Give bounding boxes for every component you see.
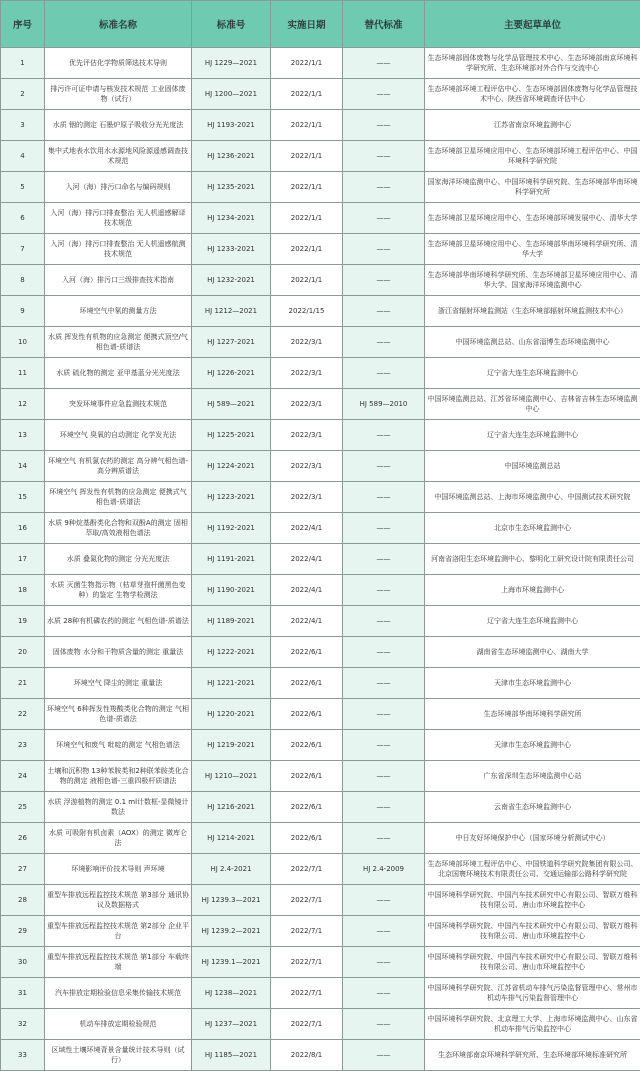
cell-std: HJ 1221-2021 — [192, 668, 271, 699]
cell-org: 生态环境部华南环境科学研究所 — [425, 699, 640, 730]
cell-replace: —— — [343, 575, 425, 606]
table-row — [1, 854, 640, 885]
cell-no: 10 — [1, 327, 45, 358]
cell-replace: —— — [343, 668, 425, 699]
table-row — [1, 978, 640, 1009]
cell-date: 2022/6/1 — [271, 761, 343, 792]
cell-replace: —— — [343, 761, 425, 792]
table-row — [1, 110, 640, 141]
cell-no: 30 — [1, 947, 45, 978]
cell-org: 生态环境部南京环境科学研究所、生态环境部环境标准研究所 — [425, 1040, 640, 1071]
header-no: 序号 — [1, 1, 45, 48]
header-date: 实施日期 — [271, 1, 343, 48]
cell-replace: —— — [343, 451, 425, 482]
cell-std: HJ 1239.1—2021 — [192, 947, 271, 978]
cell-std: HJ 1224-2021 — [192, 451, 271, 482]
cell-name: 水质 浮游植物的测定 0.1 ml计数框-显微镜计数法 — [45, 792, 192, 823]
cell-date: 2022/6/1 — [271, 668, 343, 699]
cell-date: 2022/1/1 — [271, 141, 343, 172]
table-row — [1, 1009, 640, 1040]
cell-replace: —— — [343, 203, 425, 234]
cell-date: 2022/6/1 — [271, 699, 343, 730]
cell-no: 12 — [1, 389, 45, 420]
cell-org: 生态环境部华南环境科学研究所、生态环境部卫星环境应用中心、清华大学、国家海洋环境监测中心 — [425, 265, 640, 296]
cell-date: 2022/3/1 — [271, 358, 343, 389]
table-row — [1, 1040, 640, 1071]
cell-name: 环境空气 有机氯农药的测定 高分辨气相色谱-高分辨质谱法 — [45, 451, 192, 482]
table-row — [1, 885, 640, 916]
cell-org: 辽宁省大连生态环境监测中心 — [425, 606, 640, 637]
table-row — [1, 699, 640, 730]
cell-org: 天津市生态环境监测中心 — [425, 668, 640, 699]
cell-no: 33 — [1, 1040, 45, 1071]
cell-no: 2 — [1, 79, 45, 110]
cell-std: HJ 2.4-2021 — [192, 854, 271, 885]
cell-std: HJ 1239.3—2021 — [192, 885, 271, 916]
cell-replace: —— — [343, 79, 425, 110]
table-row — [1, 916, 640, 947]
cell-org: 生态环境部固体废物与化学品管理技术中心、生态环境部南京环境科学研究所、生态环境部对外合作与交流中心 — [425, 48, 640, 79]
cell-replace: —— — [343, 1009, 425, 1040]
cell-std: HJ 1237—2021 — [192, 1009, 271, 1040]
table-row — [1, 606, 640, 637]
header-org: 主要起草单位 — [425, 1, 640, 48]
cell-date: 2022/7/1 — [271, 947, 343, 978]
cell-replace: —— — [343, 265, 425, 296]
cell-date: 2022/1/15 — [271, 296, 343, 327]
cell-date: 2022/4/1 — [271, 513, 343, 544]
cell-std: HJ 1239.2—2021 — [192, 916, 271, 947]
cell-date: 2022/3/1 — [271, 327, 343, 358]
table-row — [1, 79, 640, 110]
cell-date: 2022/6/1 — [271, 792, 343, 823]
cell-no: 4 — [1, 141, 45, 172]
table-row — [1, 575, 640, 606]
header-name: 标准名称 — [45, 1, 192, 48]
cell-replace: —— — [343, 823, 425, 854]
table-row — [1, 513, 640, 544]
cell-no: 14 — [1, 451, 45, 482]
cell-org: 浙江省辐射环境监测站（生态环境部辐射环境监测技术中心） — [425, 296, 640, 327]
cell-std: HJ 1189-2021 — [192, 606, 271, 637]
cell-date: 2022/1/1 — [271, 203, 343, 234]
cell-date: 2022/1/1 — [271, 172, 343, 203]
cell-org: 湖南省生态环境监测中心、湖南大学 — [425, 637, 640, 668]
cell-no: 17 — [1, 544, 45, 575]
cell-org: 中国环境科学研究院、中国汽车技术研究中心有限公司、智联万维科技有限公司、唐山市环境监控中心 — [425, 885, 640, 916]
cell-date: 2022/3/1 — [271, 451, 343, 482]
cell-replace: —— — [343, 513, 425, 544]
cell-no: 5 — [1, 172, 45, 203]
cell-std: HJ 1192-2021 — [192, 513, 271, 544]
cell-no: 1 — [1, 48, 45, 79]
table-header-row — [1, 1, 640, 48]
cell-org: 中国环境科学研究院、中国汽车技术研究中心有限公司、智联万维科技有限公司、唐山市环境监控中心 — [425, 947, 640, 978]
cell-no: 29 — [1, 916, 45, 947]
cell-replace: —— — [343, 110, 425, 141]
cell-name: 入河（海）排污口命名与编码规则 — [45, 172, 192, 203]
table-row — [1, 203, 640, 234]
cell-date: 2022/4/1 — [271, 606, 343, 637]
cell-org: 生态环境部卫星环境应用中心、生态环境部环境工程评估中心、中国环境科学研究院 — [425, 141, 640, 172]
cell-replace: —— — [343, 234, 425, 265]
cell-replace: —— — [343, 699, 425, 730]
cell-replace: —— — [343, 792, 425, 823]
cell-date: 2022/4/1 — [271, 544, 343, 575]
cell-org: 国家海洋环境监测中心、中国环境科学研究院、生态环境部华南环境科学研究所 — [425, 172, 640, 203]
cell-name: 水质 28种有机磷农药的测定 气相色谱-质谱法 — [45, 606, 192, 637]
cell-no: 31 — [1, 978, 45, 1009]
cell-org: 河南省洛阳生态环境监测中心、黎明化工研究设计院有限责任公司 — [425, 544, 640, 575]
cell-date: 2022/1/1 — [271, 110, 343, 141]
cell-date: 2022/8/1 — [271, 1040, 343, 1071]
cell-no: 32 — [1, 1009, 45, 1040]
cell-replace: —— — [343, 606, 425, 637]
table-row — [1, 482, 640, 513]
cell-std: HJ 1235-2021 — [192, 172, 271, 203]
cell-std: HJ 1216-2021 — [192, 792, 271, 823]
cell-org: 生态环境部环境工程评估中心、生态环境部固体废物与化学品管理技术中心、陕西省环境调查评估中心 — [425, 79, 640, 110]
cell-org: 中国环境科学研究院、中国汽车技术研究中心有限公司、智联万维科技有限公司、唐山市环境监控中心 — [425, 916, 640, 947]
cell-no: 11 — [1, 358, 45, 389]
cell-no: 19 — [1, 606, 45, 637]
cell-replace: HJ 2.4-2009 — [343, 854, 425, 885]
cell-org: 中国环境监测总站、山东省淄博生态环境监测中心 — [425, 327, 640, 358]
cell-name: 土壤和沉积物 13种苯胺类和2种联苯胺类化合物的测定 液相色谱-三重四极杆质谱法 — [45, 761, 192, 792]
table-row — [1, 420, 640, 451]
cell-date: 2022/4/1 — [271, 575, 343, 606]
cell-no: 26 — [1, 823, 45, 854]
cell-date: 2022/7/1 — [271, 854, 343, 885]
cell-no: 28 — [1, 885, 45, 916]
cell-date: 2022/1/1 — [271, 48, 343, 79]
table-row — [1, 358, 640, 389]
cell-std: HJ 1227-2021 — [192, 327, 271, 358]
cell-no: 16 — [1, 513, 45, 544]
cell-no: 24 — [1, 761, 45, 792]
cell-replace: —— — [343, 327, 425, 358]
table-row — [1, 947, 640, 978]
cell-no: 25 — [1, 792, 45, 823]
cell-date: 2022/3/1 — [271, 389, 343, 420]
cell-name: 水质 灭菌生物指示物（枯草芽孢杆菌黑色变种）的鉴定 生物学检测法 — [45, 575, 192, 606]
cell-no: 3 — [1, 110, 45, 141]
cell-no: 6 — [1, 203, 45, 234]
cell-std: HJ 1200—2021 — [192, 79, 271, 110]
table-row — [1, 296, 640, 327]
cell-replace: —— — [343, 885, 425, 916]
cell-name: 环境空气 6种挥发性羧酸类化合物的测定 气相色谱-质谱法 — [45, 699, 192, 730]
cell-date: 2022/7/1 — [271, 885, 343, 916]
cell-name: 突发环境事件应急监测技术规范 — [45, 389, 192, 420]
table-row — [1, 730, 640, 761]
cell-std: HJ 1225-2021 — [192, 420, 271, 451]
cell-std: HJ 1214-2021 — [192, 823, 271, 854]
cell-replace: —— — [343, 730, 425, 761]
cell-name: 重型车排放远程监控技术规范 第2部分 企业平台 — [45, 916, 192, 947]
table-row — [1, 48, 640, 79]
table-row — [1, 389, 640, 420]
cell-org: 广东省深圳生态环境监测中心站 — [425, 761, 640, 792]
cell-date: 2022/1/1 — [271, 265, 343, 296]
cell-name: 水质 挥发性有机物的应急测定 便携式顶空/气相色谱-质谱法 — [45, 327, 192, 358]
cell-name: 水质 硫化物的测定 亚甲基蓝分光光度法 — [45, 358, 192, 389]
cell-no: 8 — [1, 265, 45, 296]
cell-name: 重型车排放远程监控技术规范 第3部分 通讯协议及数据格式 — [45, 885, 192, 916]
cell-org: 上海市环境监测中心 — [425, 575, 640, 606]
cell-name: 区域性土壤环境背景含量统计技术导则（试行） — [45, 1040, 192, 1071]
cell-org: 辽宁省大连生态环境监测中心 — [425, 358, 640, 389]
cell-org: 生态环境部卫星环境应用中心、生态环境部华南环境科学研究所、清华大学 — [425, 234, 640, 265]
cell-name: 入河（海）排污口三级排查技术指南 — [45, 265, 192, 296]
cell-no: 21 — [1, 668, 45, 699]
cell-org: 天津市生态环境监测中心 — [425, 730, 640, 761]
cell-org: 生态环境部卫星环境应用中心、生态环境部环境发展中心、清华大学 — [425, 203, 640, 234]
cell-std: HJ 1234-2021 — [192, 203, 271, 234]
cell-std: HJ 1223-2021 — [192, 482, 271, 513]
cell-std: HJ 1232-2021 — [192, 265, 271, 296]
cell-date: 2022/3/1 — [271, 482, 343, 513]
cell-replace: —— — [343, 544, 425, 575]
cell-date: 2022/1/1 — [271, 234, 343, 265]
cell-date: 2022/6/1 — [271, 730, 343, 761]
cell-std: HJ 1236-2021 — [192, 141, 271, 172]
cell-name: 固体废物 水分和干物质含量的测定 重量法 — [45, 637, 192, 668]
table-row — [1, 761, 640, 792]
cell-replace: HJ 589—2010 — [343, 389, 425, 420]
cell-no: 23 — [1, 730, 45, 761]
cell-name: 水质 叠氮化物的测定 分光光度法 — [45, 544, 192, 575]
table-row — [1, 172, 640, 203]
cell-std: HJ 1193-2021 — [192, 110, 271, 141]
cell-std: HJ 1212—2021 — [192, 296, 271, 327]
cell-name: 环境空气和废气 吡啶的测定 气相色谱法 — [45, 730, 192, 761]
cell-org: 中日友好环境保护中心（国家环境分析测试中心） — [425, 823, 640, 854]
cell-std: HJ 1222-2021 — [192, 637, 271, 668]
cell-no: 27 — [1, 854, 45, 885]
cell-std: HJ 1190-2021 — [192, 575, 271, 606]
cell-org: 生态环境部环境工程评估中心、中国铁道科学研究院集团有限公司、北京国寰环境技术有限责任公司、交通运输部公路科学研究院 — [425, 854, 640, 885]
cell-replace: —— — [343, 420, 425, 451]
cell-name: 排污许可证申请与核发技术规范 工业固体废物（试行） — [45, 79, 192, 110]
cell-replace: —— — [343, 1040, 425, 1071]
cell-std: HJ 1229—2021 — [192, 48, 271, 79]
cell-std: HJ 1219-2021 — [192, 730, 271, 761]
table-row — [1, 668, 640, 699]
cell-org: 辽宁省大连生态环境监测中心 — [425, 420, 640, 451]
cell-date: 2022/1/1 — [271, 79, 343, 110]
cell-replace: —— — [343, 48, 425, 79]
table-body — [1, 48, 640, 1071]
cell-replace: —— — [343, 916, 425, 947]
cell-name: 环境空气 挥发性有机物的应急测定 便携式气相色谱-质谱法 — [45, 482, 192, 513]
cell-no: 15 — [1, 482, 45, 513]
table-row — [1, 637, 640, 668]
cell-replace: —— — [343, 637, 425, 668]
table-row — [1, 234, 640, 265]
cell-std: HJ 589—2021 — [192, 389, 271, 420]
cell-name: 入河（海）排污口排查整治 无人机遥感解译技术规范 — [45, 203, 192, 234]
table-row — [1, 265, 640, 296]
table-row — [1, 544, 640, 575]
header-std: 标准号 — [192, 1, 271, 48]
cell-org: 中国环境科学研究院、北京理工大学、上海市环境监测中心、山东省机动车排气污染监控中心 — [425, 1009, 640, 1040]
table-row — [1, 327, 640, 358]
cell-replace: —— — [343, 358, 425, 389]
cell-replace: —— — [343, 947, 425, 978]
cell-name: 环境影响评价技术导则 声环境 — [45, 854, 192, 885]
cell-date: 2022/7/1 — [271, 1009, 343, 1040]
cell-date: 2022/6/1 — [271, 637, 343, 668]
cell-org: 云南省生态环境监测中心 — [425, 792, 640, 823]
cell-name: 环境空气中氡的测量方法 — [45, 296, 192, 327]
cell-date: 2022/7/1 — [271, 916, 343, 947]
table-row — [1, 792, 640, 823]
cell-org: 中国环境监测总站 — [425, 451, 640, 482]
cell-replace: —— — [343, 482, 425, 513]
cell-no: 20 — [1, 637, 45, 668]
cell-name: 水质 可吸附有机卤素（AOX）的测定 微库仑法 — [45, 823, 192, 854]
cell-std: HJ 1220-2021 — [192, 699, 271, 730]
cell-replace: —— — [343, 141, 425, 172]
cell-name: 机动车排放定期检验规范 — [45, 1009, 192, 1040]
cell-org: 中国环境监测总站、上海市环境监测中心、中国测试技术研究院 — [425, 482, 640, 513]
cell-no: 18 — [1, 575, 45, 606]
table-row — [1, 451, 640, 482]
cell-name: 重型车排放远程监控技术规范 第1部分 车载终端 — [45, 947, 192, 978]
cell-no: 22 — [1, 699, 45, 730]
cell-org: 中国环境监测总站、江苏省环境监测中心、吉林省吉林生态环境监测中心 — [425, 389, 640, 420]
cell-std: HJ 1238—2021 — [192, 978, 271, 1009]
cell-name: 入河（海）排污口排查整治 无人机遥感航测技术规范 — [45, 234, 192, 265]
cell-name: 环境空气 臭氧的自动测定 化学发光法 — [45, 420, 192, 451]
cell-org: 中国环境科学研究院、江苏省机动车排气污染监督管理中心、常州市机动车排气污染监督管理中心 — [425, 978, 640, 1009]
table-row — [1, 823, 640, 854]
cell-name: 水质 9种烷基酚类化合物和双酚A的测定 固相萃取/高效液相色谱法 — [45, 513, 192, 544]
cell-org: 江苏省南京环境监测中心 — [425, 110, 640, 141]
cell-replace: —— — [343, 172, 425, 203]
header-replace: 替代标准 — [343, 1, 425, 48]
cell-std: HJ 1210—2021 — [192, 761, 271, 792]
cell-name: 汽车排放定期检验信息采集传输技术规范 — [45, 978, 192, 1009]
cell-std: HJ 1226-2021 — [192, 358, 271, 389]
cell-std: HJ 1191-2021 — [192, 544, 271, 575]
cell-replace: —— — [343, 978, 425, 1009]
cell-std: HJ 1233-2021 — [192, 234, 271, 265]
cell-date: 2022/6/1 — [271, 823, 343, 854]
cell-no: 13 — [1, 420, 45, 451]
cell-org: 北京市生态环境监测中心 — [425, 513, 640, 544]
cell-name: 集中式地表水饮用水水源地风险源遥感调查技术规范 — [45, 141, 192, 172]
cell-date: 2022/3/1 — [271, 420, 343, 451]
cell-no: 7 — [1, 234, 45, 265]
cell-name: 水质 铟的测定 石墨炉原子吸收分光光度法 — [45, 110, 192, 141]
cell-name: 优先评估化学物质筛选技术导则 — [45, 48, 192, 79]
cell-name: 环境空气 降尘的测定 重量法 — [45, 668, 192, 699]
table-row — [1, 141, 640, 172]
cell-no: 9 — [1, 296, 45, 327]
cell-std: HJ 1185—2021 — [192, 1040, 271, 1071]
cell-replace: —— — [343, 296, 425, 327]
cell-date: 2022/7/1 — [271, 978, 343, 1009]
